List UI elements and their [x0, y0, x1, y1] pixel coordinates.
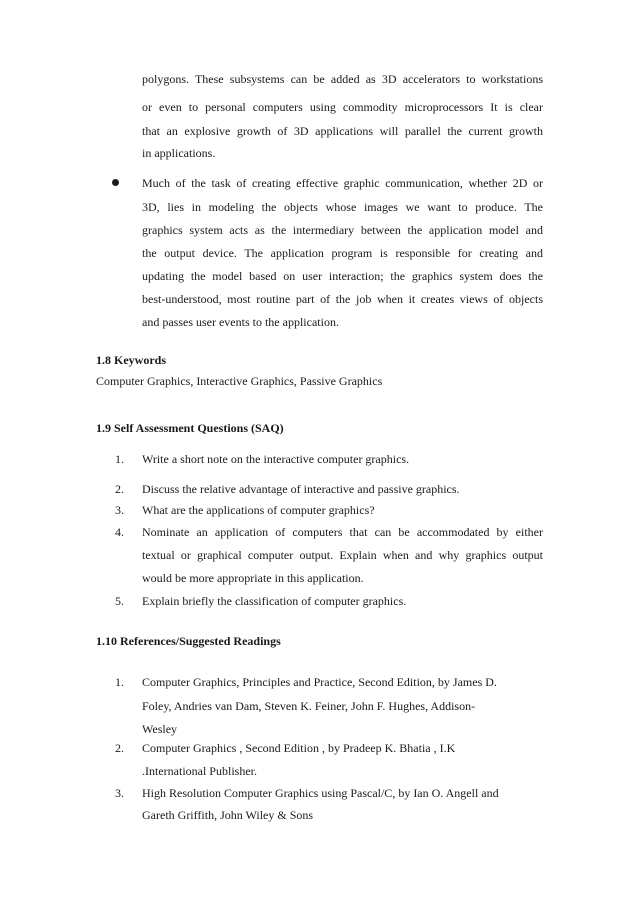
- reference-item-text: High Resolution Computer Graphics using Pascal/C, by Ian O. Angell and: [142, 786, 499, 800]
- saq-item-text: Discuss the relative advantage of interactive and passive graphics.: [142, 482, 460, 496]
- reference-item-text: Computer Graphics, Principles and Practice, Second Edition, by James D.: [142, 675, 497, 689]
- continued-paragraph-line: or even to personal computers using commodity microprocessors It is clear: [142, 100, 543, 114]
- bullet-icon: [112, 179, 119, 186]
- bullet-paragraph-line: graphics system acts as the intermediary between the application model and: [142, 223, 543, 237]
- bullet-paragraph-line: the output device. The application program is responsible for creating and: [142, 246, 543, 260]
- continued-paragraph-line: polygons. These subsystems can be added as 3D accelerators to workstations: [142, 72, 543, 86]
- saq-heading: 1.9 Self Assessment Questions (SAQ): [96, 421, 284, 435]
- saq-item-text: textual or graphical computer output. Explain when and why graphics output: [142, 548, 543, 562]
- reference-item-text: Gareth Griffith, John Wiley & Sons: [142, 808, 314, 822]
- bullet-paragraph-line: updating the model based on user interaction; the graphics system does the: [142, 269, 543, 283]
- saq-item-text: Write a short note on the interactive computer graphics.: [142, 452, 410, 466]
- saq-item-text: Nominate an application of computers that can be accommodated by either: [142, 525, 543, 539]
- keywords-heading: 1.8 Keywords: [96, 353, 166, 367]
- references-heading: 1.10 References/Suggested Readings: [96, 634, 281, 648]
- reference-item-number: 2.: [115, 741, 124, 755]
- bullet-paragraph-line: Much of the task of creating effective graphic communication, whether 2D or: [142, 176, 543, 190]
- saq-item-number: 5.: [115, 594, 124, 608]
- bullet-paragraph-line: best-understood, most routine part of the job when it creates views of objects: [142, 292, 543, 306]
- saq-item-text: What are the applications of computer graphics?: [142, 503, 375, 517]
- saq-item-text: Explain briefly the classification of computer graphics.: [142, 594, 407, 608]
- reference-item-text: Computer Graphics , Second Edition , by Pradeep K. Bhatia , I.K: [142, 741, 456, 755]
- keywords-text: Computer Graphics, Interactive Graphics, Passive Graphics: [96, 374, 383, 388]
- saq-item-number: 3.: [115, 503, 124, 517]
- continued-paragraph-line: that an explosive growth of 3D applications will parallel the current growth: [142, 124, 543, 138]
- continued-paragraph-line: in applications.: [142, 146, 216, 160]
- reference-item-text: .International Publisher.: [142, 764, 257, 778]
- reference-item-text: Foley, Andries van Dam, Steven K. Feiner, John F. Hughes, Addison-: [142, 699, 476, 713]
- saq-item-text: would be more appropriate in this application.: [142, 571, 364, 585]
- saq-item-number: 4.: [115, 525, 124, 539]
- reference-item-number: 1.: [115, 675, 124, 689]
- saq-item-number: 1.: [115, 452, 124, 466]
- saq-item-number: 2.: [115, 482, 124, 496]
- reference-item-number: 3.: [115, 786, 124, 800]
- bullet-paragraph-line: 3D, lies in modeling the objects whose images we want to produce. The: [142, 200, 543, 214]
- reference-item-text: Wesley: [142, 722, 178, 736]
- bullet-paragraph-line: and passes user events to the application.: [142, 315, 339, 329]
